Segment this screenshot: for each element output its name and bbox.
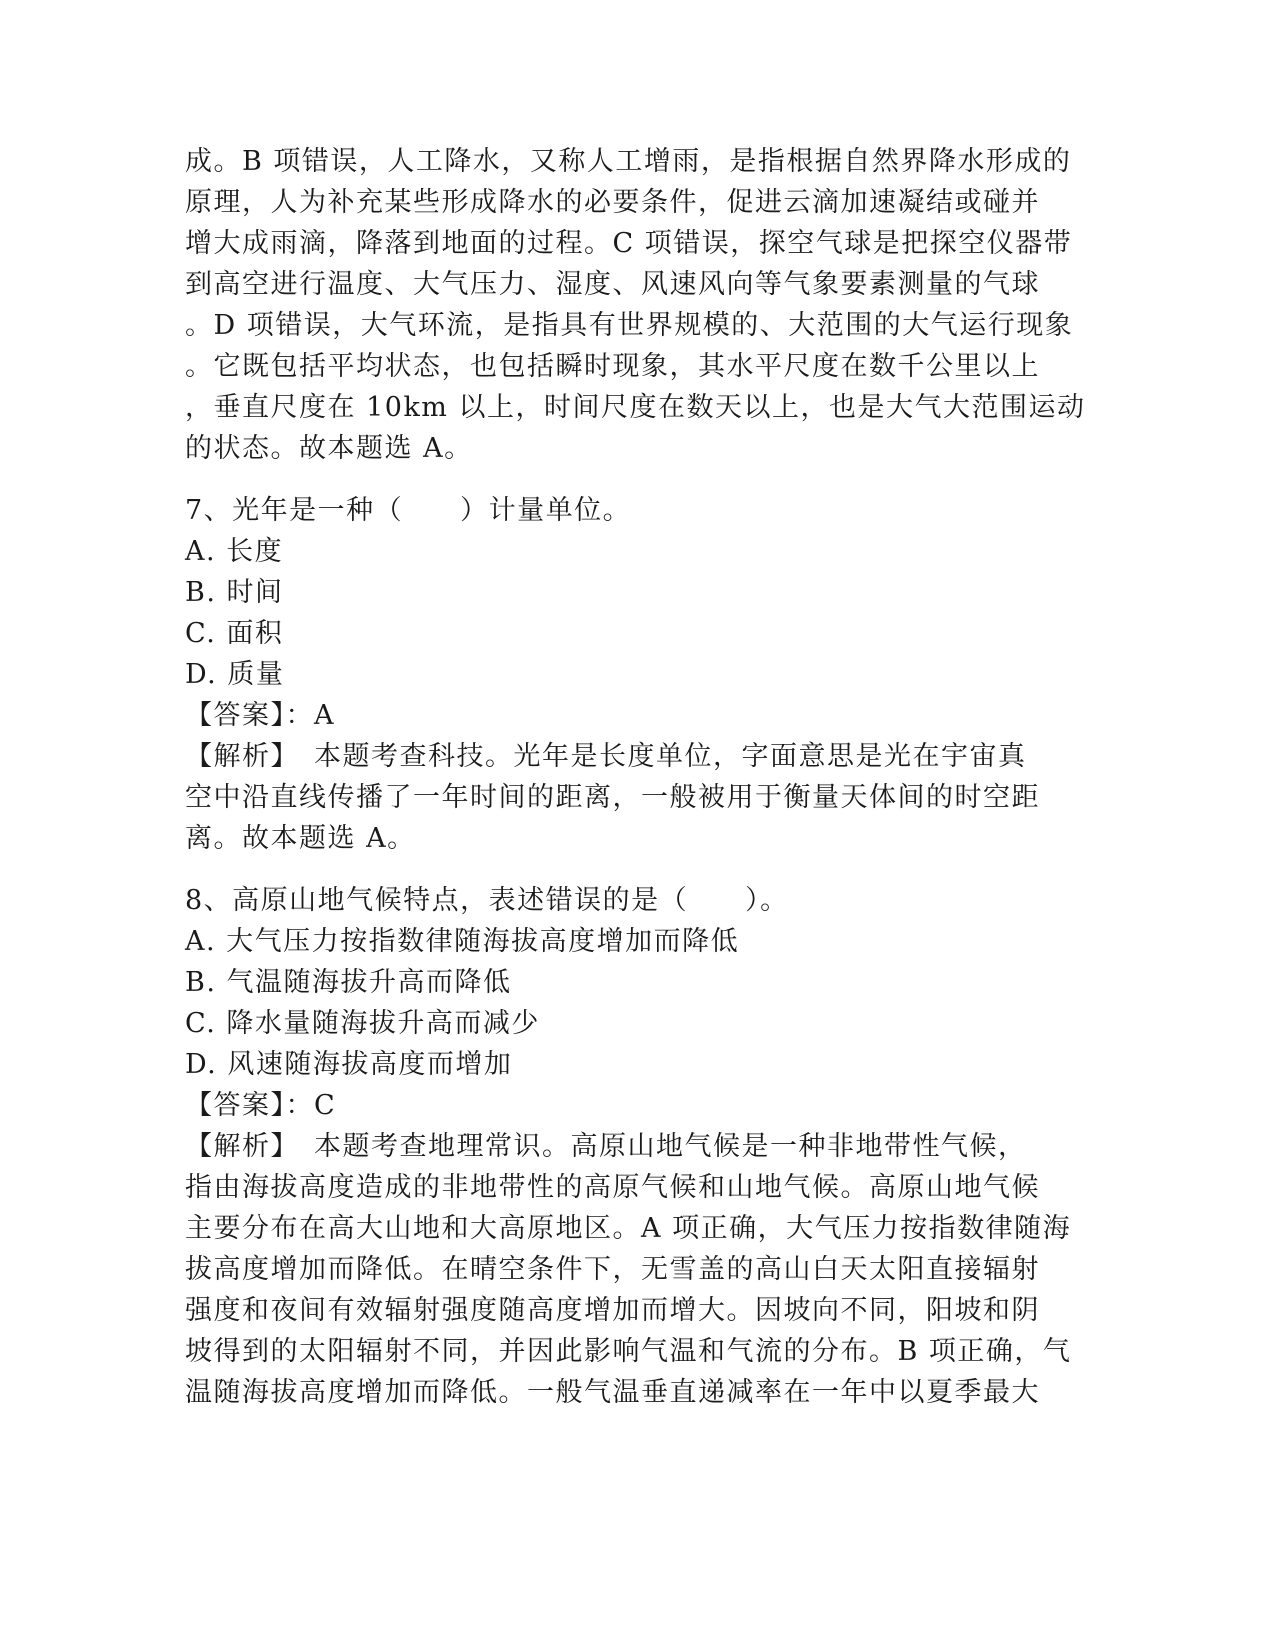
question-7-analysis-line: 空中沿直线传播了一年时间的距离，一般被用于衡量天体间的时空距 <box>185 782 1040 813</box>
prev-analysis-line: 到高空进行温度、大气压力、湿度、风速风向等气象要素测量的气球 <box>185 269 1040 300</box>
question-7-option-c: C. 面积 <box>185 618 284 649</box>
prev-analysis-line: 原理，人为补充某些形成降水的必要条件，促进云滴加速凝结或碰并 <box>185 187 1040 218</box>
prev-analysis-line: 。它既包括平均状态，也包括瞬时现象，其水平尺度在数千公里以上 <box>185 351 1040 382</box>
prev-analysis-line: ，垂直尺度在 10km 以上，时间尺度在数天以上，也是大气大范围运动 <box>185 392 1086 423</box>
question-8-stem: 8、高原山地气候特点，表述错误的是（ ）。 <box>185 885 789 916</box>
question-7-option-b: B. 时间 <box>185 577 284 608</box>
question-8-analysis-line: 指由海拔高度造成的非地带性的高原气候和山地气候。高原山地气候 <box>185 1172 1040 1203</box>
question-8-analysis-line: 【解析】 本题考查地理常识。高原山地气候是一种非地带性气候， <box>185 1131 1027 1162</box>
question-8-option-d: D. 风速随海拔高度而增加 <box>185 1049 513 1080</box>
question-7-option-a: A. 长度 <box>185 536 284 567</box>
prev-analysis-line: 成。B 项错误，人工降水，又称人工增雨，是指根据自然界降水形成的 <box>185 146 1072 177</box>
prev-analysis-line: 增大成雨滴，降落到地面的过程。C 项错误，探空气球是把探空仪器带 <box>185 228 1073 259</box>
question-7-stem: 7、光年是一种（ ）计量单位。 <box>185 495 632 526</box>
question-8-analysis-line: 强度和夜间有效辐射强度随高度增加而增大。因坡向不同，阳坡和阴 <box>185 1295 1040 1326</box>
question-8-answer: 【答案】：C <box>185 1090 337 1121</box>
question-7-analysis-line: 【解析】 本题考查科技。光年是长度单位，字面意思是光在宇宙真 <box>185 741 1027 772</box>
question-8-analysis-line: 拔高度增加而降低。在晴空条件下，无雪盖的高山白天太阳直接辐射 <box>185 1254 1040 1285</box>
question-7-analysis-line: 离。故本题选 A。 <box>185 823 416 854</box>
question-7-answer: 【答案】：A <box>185 700 335 731</box>
prev-analysis-line: 。D 项错误，大气环流，是指具有世界规模的、大范围的大气运行现象 <box>185 310 1074 341</box>
question-8-analysis-line: 主要分布在高大山地和大高原地区。A 项正确，大气压力按指数律随海 <box>185 1213 1072 1244</box>
question-8-option-b: B. 气温随海拔升高而降低 <box>185 967 512 998</box>
question-8-analysis-line: 温随海拔高度增加而降低。一般气温垂直递减率在一年中以夏季最大 <box>185 1377 1040 1408</box>
question-8-option-a: A. 大气压力按指数律随海拔高度增加而降低 <box>185 926 740 957</box>
question-7-option-d: D. 质量 <box>185 659 285 690</box>
question-8-analysis-line: 坡得到的太阳辐射不同，并因此影响气温和气流的分布。B 项正确，气 <box>185 1336 1072 1367</box>
prev-analysis-line: 的状态。故本题选 A。 <box>185 433 473 464</box>
question-8-option-c: C. 降水量随海拔升高而减少 <box>185 1008 540 1039</box>
